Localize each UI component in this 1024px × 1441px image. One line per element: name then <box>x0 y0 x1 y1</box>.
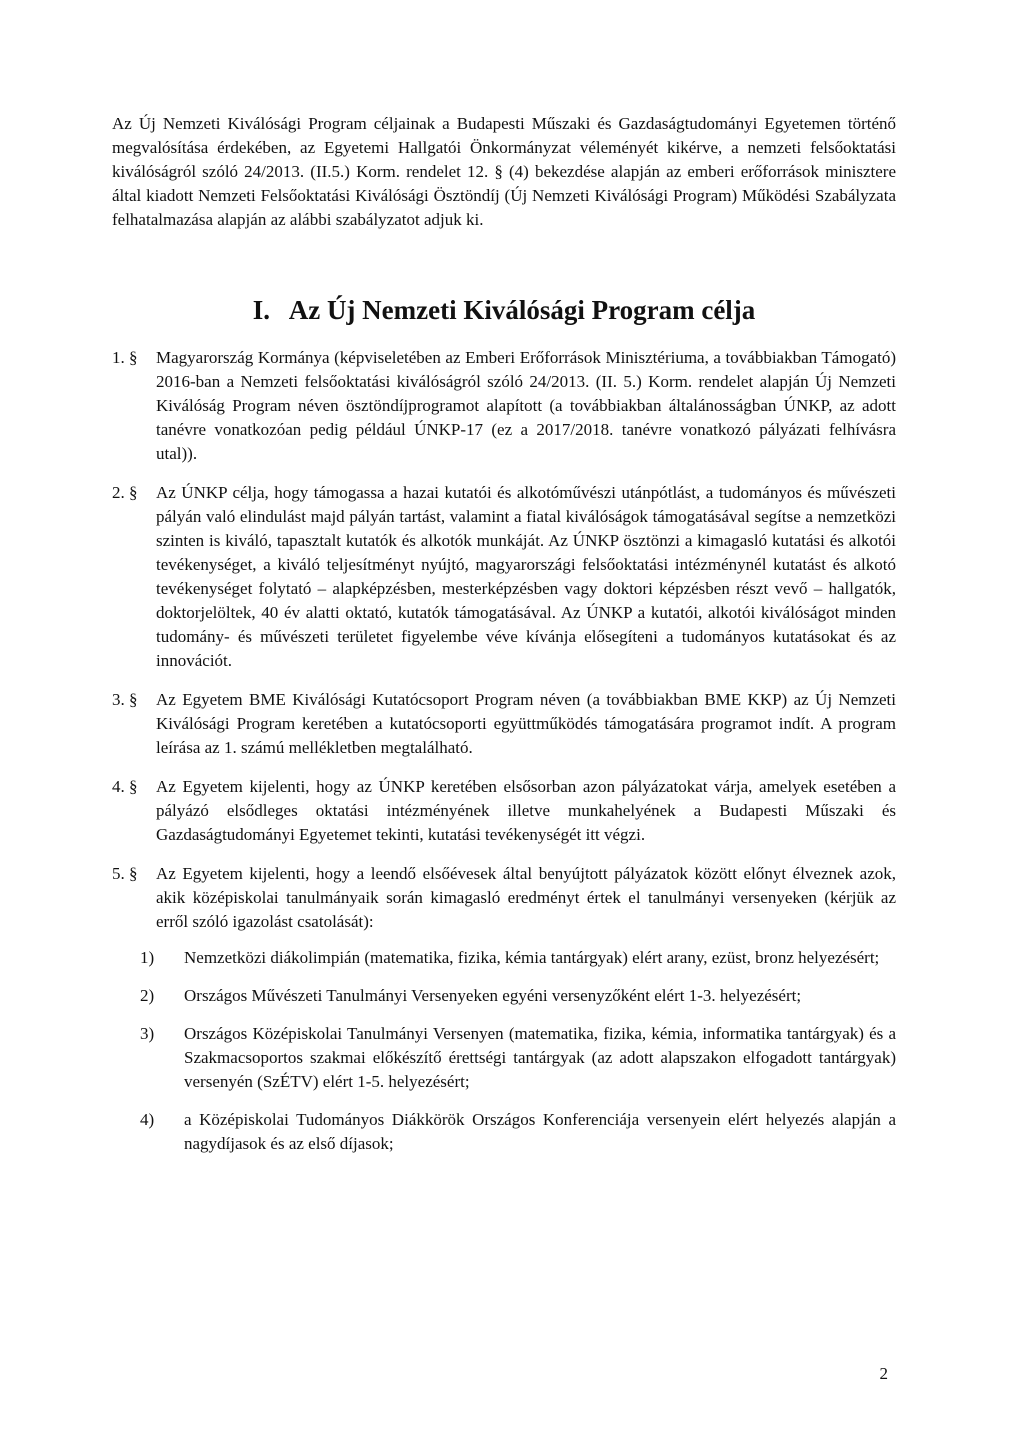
section-text: Az Egyetem kijelenti, hogy a leendő elsőévesek által benyújtott pályázatok között előnyt élveznek azok, akik középiskolai tanulmányaik során kimagasló eredményt értek el tanulmányi versenyeken (kérjük az erről szóló igazolást csatolását): <box>156 864 896 931</box>
competition-list <box>140 946 896 1156</box>
document-page <box>112 112 896 1170</box>
list-item <box>140 1108 896 1156</box>
section-1 <box>112 346 896 466</box>
section-number: 3. § <box>112 690 138 709</box>
section-5 <box>112 862 896 934</box>
section-4 <box>112 775 896 847</box>
list-item-number: 2) <box>140 986 155 1005</box>
list-item-number: 1) <box>140 948 155 967</box>
list-item <box>140 984 896 1008</box>
list-item <box>140 946 896 970</box>
section-text: Az Egyetem BME Kiválósági Kutatócsoport Program néven (a továbbiakban BME KKP) az Új Nemzeti Kiválósági Program keretében a kutatócsoporti együttműködés támogatására programot indít. A program leírása az 1. számú mellékletben megtalálható. <box>156 690 896 757</box>
list-item-number: 3) <box>140 1024 155 1043</box>
list-item-text: Országos Középiskolai Tanulmányi Versenyen (matematika, fizika, kémia, informatika tantárgyak) és a Szakmacsoportos szakmai előkészítő érettségi tantárgyak (az adott alapszakon elfogadott tantárgyak) versenyén (SzÉTV) elért 1-5. helyezésért; <box>184 1024 896 1091</box>
section-number: 2. § <box>112 483 138 502</box>
list-item-text: Nemzetközi diákolimpián (matematika, fizika, kémia tantárgyak) elért arany, ezüst, bronz helyezésért; <box>184 948 880 967</box>
list-item <box>140 1022 896 1094</box>
intro-paragraph: Az Új Nemzeti Kiválósági Program céljainak a Budapesti Műszaki és Gazdaságtudományi Egyetemen történő megvalósítása érdekében, az Egyetemi Hallgatói Önkormányzat véleményét kikérve, a nemzeti felsőoktatási kiválóságról szóló 24/2013. (II.5.) Korm. rendelet 12. § (4) bekezdése alapján az emberi erőforrások minisztere által kiadott Nemzeti Felsőoktatási Kiválósági Ösztöndíj (Új Nemzeti Kiválósági Program) Működési Szabályzata felhatalmazása alapján az alábbi szabályzatot adjuk ki. <box>112 114 896 229</box>
list-item-text: a Középiskolai Tudományos Diákkörök Országos Konferenciája versenyein elért helyezés alapján a nagydíjasok és az első díjasok; <box>184 1110 896 1153</box>
section-text: Az ÚNKP célja, hogy támogassa a hazai kutatói és alkotóművészi utánpótlást, a tudományos és művészeti pályán való elindulást majd pályán tartást, valamint a fiatal kiválóságok támogatásával segítse a nemzetközi szinten is kiváló, tapasztalt kutatók és alkotók munkáját. Az ÚNKP ösztönzi a kimagasló kutatási és alkotói tevékenységet, a kiváló teljesítményt nyújtó, magyarországi felsőoktatási intézménynél kutatást és alkotó tevékenységet folytató – alapképzésben, mesterképzésben vagy doktori képzésben részt vevő – hallgatók, doktorjelöltek, 40 év alatti oktató, kutatók támogatásával. Az ÚNKP a kutatói, alkotói kiválóságot minden tudomány- és művészeti területet figyelembe véve kívánja elősegíteni a tudományos kutatásokat és az innovációt. <box>156 483 896 670</box>
list-item-text: Országos Művészeti Tanulmányi Versenyeken egyéni versenyzőként elért 1-3. helyezésért; <box>184 986 802 1005</box>
page-number: 2 <box>879 1364 888 1383</box>
section-number: 4. § <box>112 777 138 796</box>
section-text: Magyarország Kormánya (képviseletében az Emberi Erőforrások Minisztériuma, a továbbiakban Támogató) 2016-ban a Nemzeti felsőoktatási kiválóságról szóló 24/2013. (II. 5.) Korm. rendelet alapján Új Nemzeti Kiválóság Program néven ösztöndíjprogramot alapított (a továbbiakban általánosságban ÚNKP, az adott tanévre vonatkozóan pedig például ÚNKP-17 (ez a 2017/2018. tanévre vonatkozó pályázati felhívásra utal)). <box>156 348 896 463</box>
section-heading: I. Az Új Nemzeti Kiválósági Program célja <box>252 295 756 325</box>
list-item-number: 4) <box>140 1110 155 1129</box>
section-2 <box>112 481 896 673</box>
section-number: 5. § <box>112 864 138 883</box>
section-number: 1. § <box>112 348 138 367</box>
section-text: Az Egyetem kijelenti, hogy az ÚNKP keretében elsősorban azon pályázatokat várja, amelyek esetében a pályázó elsődleges oktatási intézményének illetve munkahelyének a Budapesti Műszaki és Gazdaságtudományi Egyetemet tekinti, kutatási tevékenységét itt végzi. <box>156 777 896 844</box>
section-3 <box>112 688 896 760</box>
